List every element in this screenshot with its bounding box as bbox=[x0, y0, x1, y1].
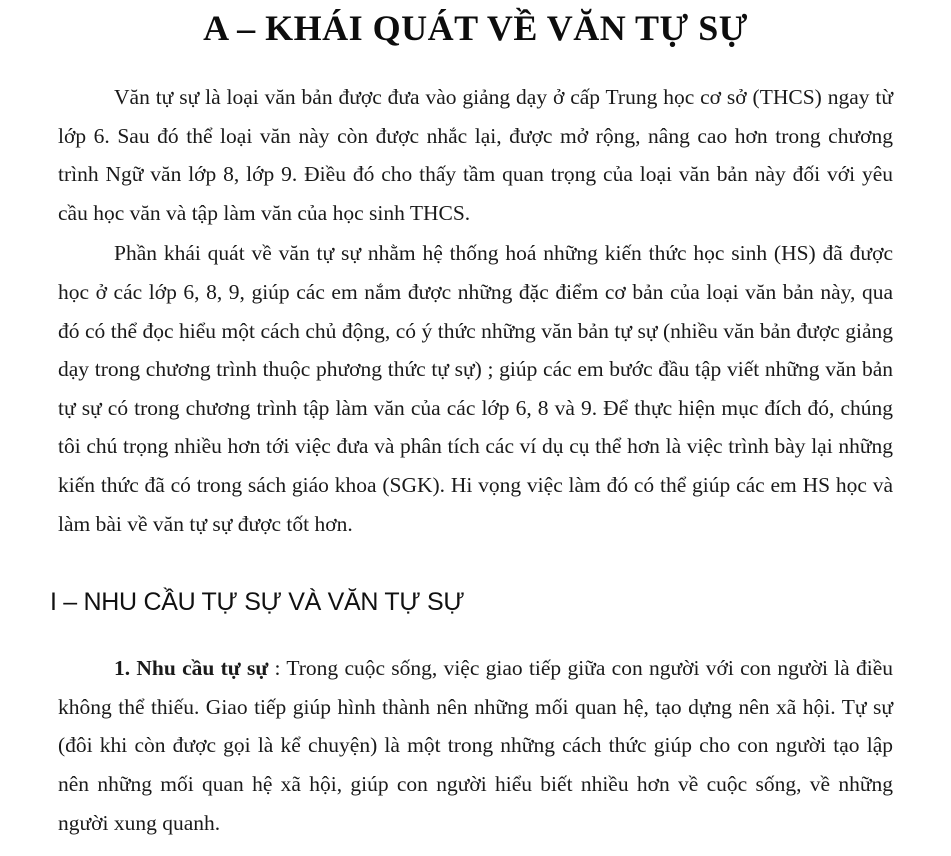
item-label: 1. Nhu cầu tự sự bbox=[114, 656, 269, 681]
page-title: A – KHÁI QUÁT VỀ VĂN TỰ SỰ bbox=[203, 8, 748, 48]
intro-paragraph-1: Văn tự sự là loại văn bản được đưa vào giảng dạy ở cấp Trung học cơ sở (THCS) ngay từ lớp 6. Sau đó thể loại văn này còn được nhắc lại, được mở rộng, nâng cao hơn trong chương trình Ngữ văn lớp 8, lớp 9. Điều đó cho thấy tầm quan trọng của loại văn bản này đối với yêu cầu học văn và tập làm văn của học sinh THCS. bbox=[58, 85, 893, 225]
section-heading: I – NHU CẦU TỰ SỰ VÀ VĂN TỰ SỰ bbox=[50, 588, 465, 617]
item-text: : Trong cuộc sống, việc giao tiếp giữa con người với con người là điều không thể thiếu. Giao tiếp giúp hình thành nên những mối quan hệ, tạo dựng nên xã hội. Tự sự (đôi khi còn được gọi là kể chuyện) là một trong những cách thức giúp cho con người tạo lập nên những mối quan hệ xã hội, giúp con người hiểu biết nhiều hơn về cuộc sống, về những người xung quanh. bbox=[58, 656, 893, 835]
intro-paragraph-2: Phần khái quát về văn tự sự nhằm hệ thống hoá những kiến thức học sinh (HS) đã được học ở các lớp 6, 8, 9, giúp các em nắm được những đặc điểm cơ bản của loại văn bản này, qua đó có thể đọc hiểu một cách chủ động, có ý thức những văn bản tự sự (nhiều văn bản được giảng dạy trong chương trình thuộc phương thức tự sự) ; giúp các em bước đầu tập viết những văn bản tự sự có trong chương trình tập làm văn của các lớp 6, 8 và 9. Để thực hiện mục đích đó, chúng tôi chú trọng nhiều hơn tới việc đưa và phân tích các ví dụ cụ thể hơn là việc trình bày lại những kiến thức đã có trong sách giáo khoa (SGK). Hi vọng việc làm đó có thể giúp các em HS học và làm bài về văn tự sự được tốt hơn. bbox=[58, 241, 893, 536]
section-paragraph-1 bbox=[58, 649, 893, 842]
